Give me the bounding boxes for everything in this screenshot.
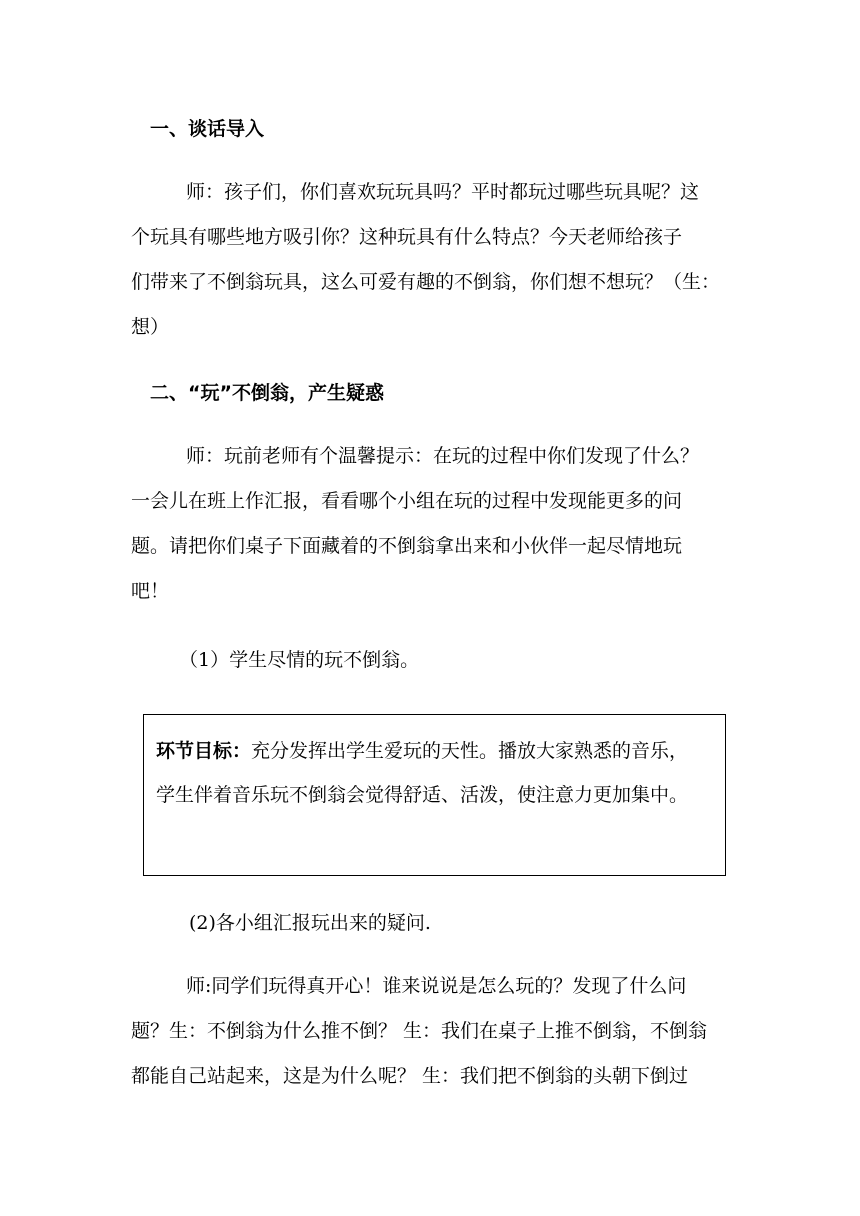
dialogue-paragraph	[131, 964, 743, 1099]
paragraph-line: 师：孩子们，你们喜欢玩玩具吗？平时都玩过哪些玩具呢？这	[186, 181, 700, 203]
paragraph-line: 想）	[131, 316, 170, 338]
paragraph-line: 题？生：不倒翁为什么推不倒？ 生：我们在桌子上推不倒翁，不倒翁	[131, 1020, 708, 1042]
paragraph-line: 吧！	[131, 580, 170, 602]
goal-box	[143, 714, 726, 876]
paragraph-line: 个玩具有哪些地方吸引你？这种玩具有什么特点？今天老师给孩子	[131, 226, 683, 248]
section-heading-2: 二、“玩”不倒翁，产生疑惑	[150, 382, 384, 404]
paragraph-line: 们带来了不倒翁玩具，这么可爱有趣的不倒翁，你们想不想玩？（生：	[131, 271, 721, 293]
step-1: （1）学生尽情的玩不倒翁。	[179, 649, 420, 671]
paragraph-line: 师:同学们玩得真开心！谁来说说是怎么玩的？发现了什么问	[186, 975, 687, 997]
goal-line: 学生伴着音乐玩不倒翁会觉得舒适、活泼，使注意力更加集中。	[156, 784, 689, 806]
step-2: (2)各小组汇报玩出来的疑问.	[189, 912, 431, 934]
goal-label: 环节目标：	[156, 740, 252, 762]
intro-paragraph	[131, 170, 743, 350]
goal-text	[156, 729, 688, 817]
paragraph-line: 一会儿在班上作汇报，看看哪个小组在玩的过程中发现能更多的问	[131, 490, 683, 512]
paragraph-line: 都能自己站起来，这是为什么呢？ 生：我们把不倒翁的头朝下倒过	[131, 1065, 689, 1087]
play-paragraph	[131, 434, 743, 614]
paragraph-line: 师：玩前老师有个温馨提示：在玩的过程中你们发现了什么？	[186, 445, 700, 467]
paragraph-line: 题。请把你们桌子下面藏着的不倒翁拿出来和小伙伴一起尽情地玩	[131, 535, 683, 557]
goal-line: 充分发挥出学生爱玩的天性。播放大家熟悉的音乐，	[251, 740, 689, 762]
section-heading-1: 一、谈话导入	[150, 118, 265, 140]
